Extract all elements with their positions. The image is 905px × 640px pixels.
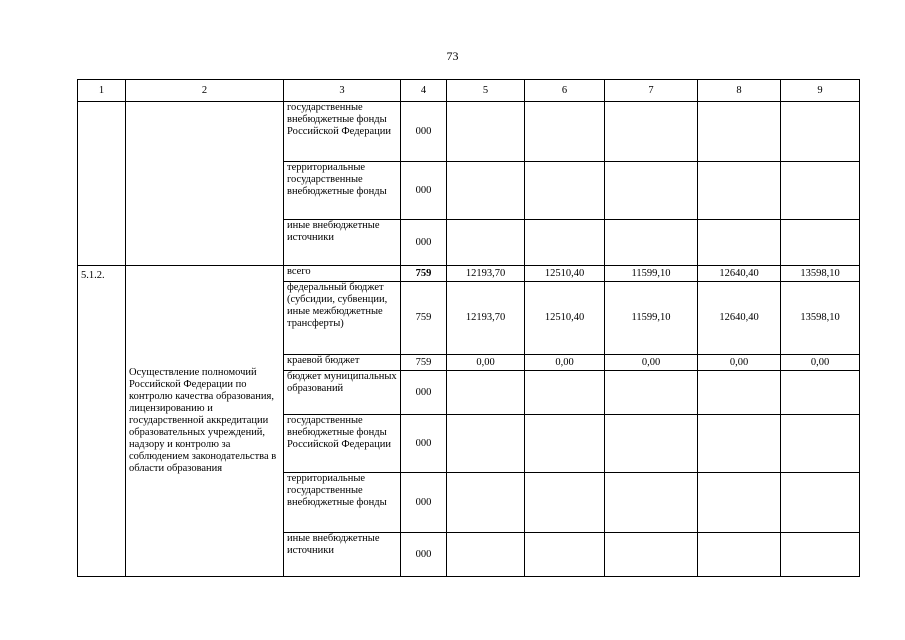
- value-cell: [781, 371, 860, 415]
- value-cell: [605, 102, 698, 162]
- value-cell: 12193,70: [447, 266, 525, 282]
- value-cell: [605, 473, 698, 533]
- code-cell: 000: [401, 533, 447, 577]
- code-cell: 000: [401, 371, 447, 415]
- value-cell: [525, 220, 605, 266]
- value-cell: [447, 473, 525, 533]
- item-number-cell: 5.1.2.: [78, 266, 126, 577]
- code-cell: 000: [401, 220, 447, 266]
- value-cell: [447, 102, 525, 162]
- header-cell: 5: [447, 80, 525, 102]
- value-cell: [698, 473, 781, 533]
- value-cell: 11599,10: [605, 266, 698, 282]
- value-cell: 11599,10: [605, 282, 698, 355]
- value-cell: [698, 220, 781, 266]
- value-cell: [525, 371, 605, 415]
- table-row: [78, 102, 860, 162]
- value-cell: 0,00: [781, 355, 860, 371]
- value-cell: 0,00: [605, 355, 698, 371]
- value-cell: [447, 533, 525, 577]
- value-cell: 12640,40: [698, 282, 781, 355]
- value-cell: [781, 102, 860, 162]
- source-cell: территориальные государственные внебюджетные фонды: [284, 162, 401, 220]
- code-cell: 759: [401, 266, 447, 282]
- code-cell: 000: [401, 102, 447, 162]
- code-cell: 000: [401, 473, 447, 533]
- value-cell: 12510,40: [525, 266, 605, 282]
- header-cell: 1: [78, 80, 126, 102]
- value-cell: 12510,40: [525, 282, 605, 355]
- value-cell: [447, 415, 525, 473]
- value-cell: [447, 162, 525, 220]
- value-cell: [525, 415, 605, 473]
- code-cell: 000: [401, 415, 447, 473]
- source-cell: краевой бюджет: [284, 355, 401, 371]
- value-cell: 12640,40: [698, 266, 781, 282]
- value-cell: [447, 220, 525, 266]
- value-cell: 0,00: [525, 355, 605, 371]
- value-cell: 0,00: [698, 355, 781, 371]
- source-cell: всего: [284, 266, 401, 282]
- budget-table: [77, 79, 860, 577]
- header-cell: 8: [698, 80, 781, 102]
- value-cell: [525, 102, 605, 162]
- value-cell: [698, 533, 781, 577]
- value-cell: [447, 371, 525, 415]
- value-cell: [698, 162, 781, 220]
- code-cell: 759: [401, 355, 447, 371]
- source-cell: федеральный бюджет (субсидии, субвенции, иные межбюджетные трансферты): [284, 282, 401, 355]
- header-cell: 9: [781, 80, 860, 102]
- value-cell: [698, 102, 781, 162]
- value-cell: 13598,10: [781, 282, 860, 355]
- value-cell: [698, 371, 781, 415]
- item-name-cell: Осуществление полномочий Российской Федерации по контролю качества образования, лицензированию и государственной аккредитации образовательных учреждений, надзору и контролю за соблюдением законодательства в области образования: [126, 266, 284, 577]
- value-cell: 12193,70: [447, 282, 525, 355]
- table-row-total: [78, 266, 860, 282]
- value-cell: [525, 162, 605, 220]
- header-cell: 4: [401, 80, 447, 102]
- value-cell: [605, 371, 698, 415]
- item-name-cell: [126, 102, 284, 266]
- code-cell: 000: [401, 162, 447, 220]
- header-cell: 3: [284, 80, 401, 102]
- value-cell: [605, 415, 698, 473]
- value-cell: [781, 533, 860, 577]
- value-cell: [525, 473, 605, 533]
- header-cell: 2: [126, 80, 284, 102]
- source-cell: бюджет муниципальных образований: [284, 371, 401, 415]
- value-cell: 13598,10: [781, 266, 860, 282]
- source-cell: иные внебюджетные источники: [284, 533, 401, 577]
- source-cell: государственные внебюджетные фонды Российской Федерации: [284, 415, 401, 473]
- header-cell: 7: [605, 80, 698, 102]
- code-cell: 759: [401, 282, 447, 355]
- value-cell: [781, 220, 860, 266]
- value-cell: [605, 533, 698, 577]
- value-cell: [605, 220, 698, 266]
- value-cell: [698, 415, 781, 473]
- value-cell: [605, 162, 698, 220]
- value-cell: [525, 533, 605, 577]
- value-cell: [781, 415, 860, 473]
- value-cell: [781, 473, 860, 533]
- source-cell: территориальные государственные внебюджетные фонды: [284, 473, 401, 533]
- item-number-cell: [78, 102, 126, 266]
- source-cell: иные внебюджетные источники: [284, 220, 401, 266]
- page-number: 73: [446, 49, 459, 63]
- header-cell: 6: [525, 80, 605, 102]
- value-cell: 0,00: [447, 355, 525, 371]
- value-cell: [781, 162, 860, 220]
- source-cell: государственные внебюджетные фонды Российской Федерации: [284, 102, 401, 162]
- header-row: [78, 80, 860, 102]
